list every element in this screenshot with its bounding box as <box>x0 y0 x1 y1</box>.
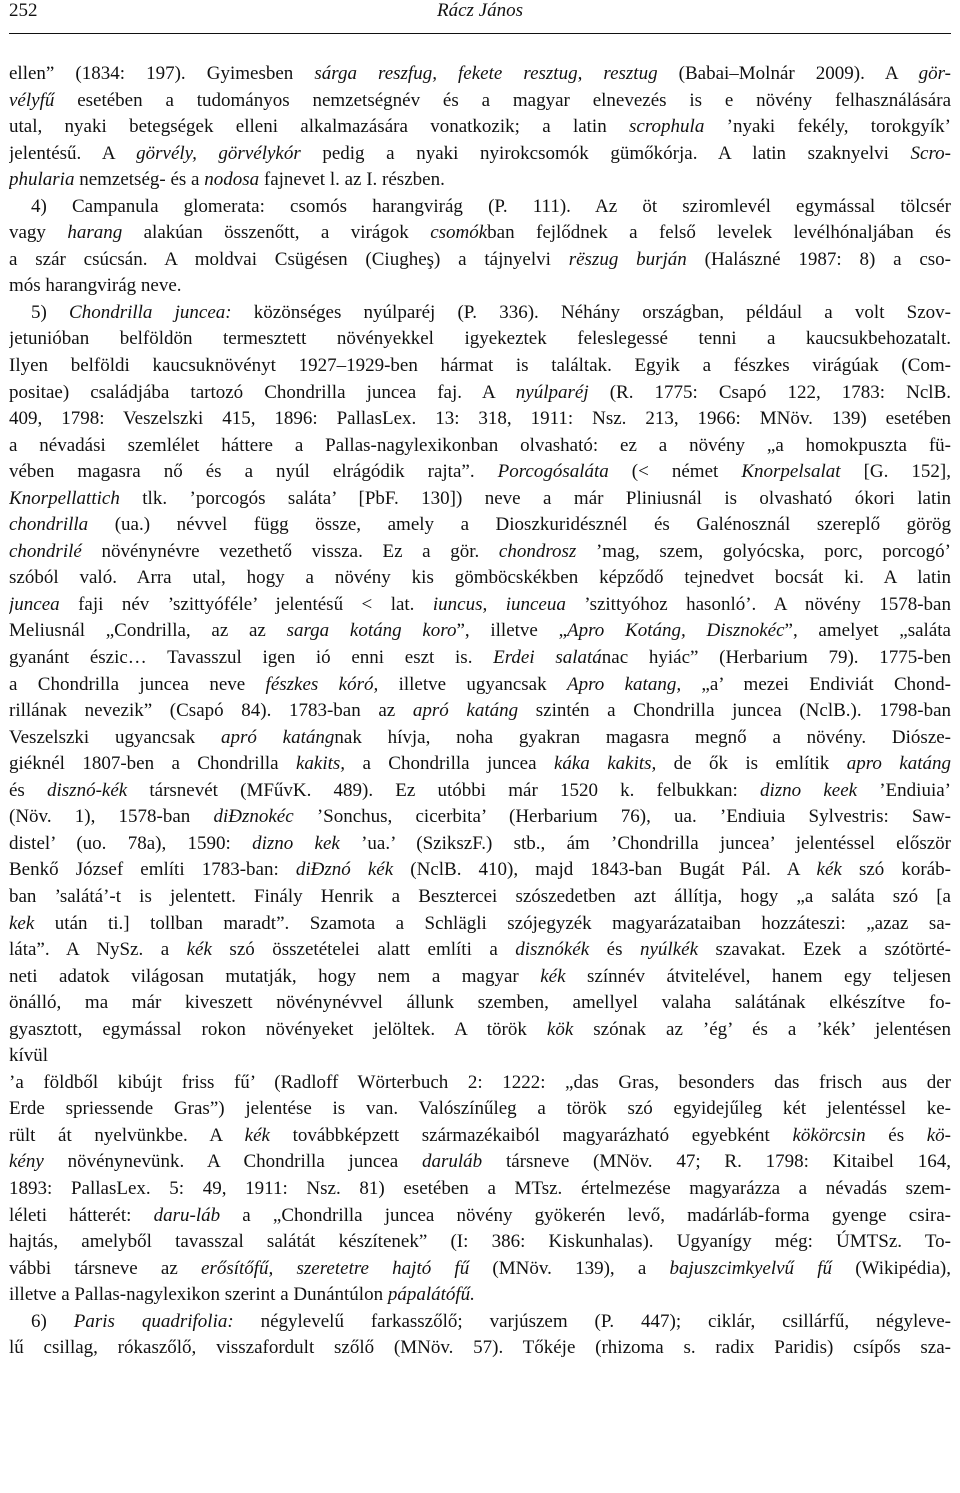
text-run: Meliusnál „Condrilla, az az <box>9 620 287 642</box>
text-run: fajnevet l. az I. részben. <box>259 169 445 191</box>
italic-run: fészkes kóró, <box>265 673 379 695</box>
text-run: ”, illetve „ <box>456 620 567 642</box>
italic-run: chondrosz <box>498 540 577 562</box>
text-run: ’Endiuia’ <box>857 779 951 801</box>
text-line <box>9 1123 951 1150</box>
text-run: ’ua.’ (SzikszF.) stb., ám ’Chondrilla juncea’ jelentéssel először <box>339 832 951 854</box>
italic-run: daru-láb <box>153 1204 221 1226</box>
text-line <box>9 565 951 592</box>
header-rule <box>9 33 951 34</box>
text-run: 409, 1798: Veszelszki 415, 1896: PallasLex. 13: 318, 1911: Nsz. 213, 1966: MNöv. 139) esetében <box>9 408 951 430</box>
text-run: illetve a Pallas-nagylexikon szerint a Dunántúlon <box>9 1284 388 1306</box>
text-line <box>9 406 951 433</box>
text-line <box>9 114 951 141</box>
italic-run: kék <box>540 965 566 987</box>
text-run: tlk. ’porcogós saláta’ [PbF. 130]) neve a már Pliniusnál is olvasható ókori latin <box>119 487 951 509</box>
italic-run: nodosa <box>204 169 260 191</box>
text-run: nac hyiác” (Herbarium 79). 1775-ben <box>601 647 951 669</box>
text-run: positae) családjába tartozó Chondrilla juncea faj. A <box>9 381 516 403</box>
text-run: rült át nyelvünkbe. A <box>9 1124 245 1146</box>
text-run: faji név ’szittyóféle’ jelentésű < lat. <box>59 593 433 615</box>
text-line <box>9 1203 951 1230</box>
text-run: 6) <box>31 1310 74 1332</box>
text-run: Veszelszki ugyancsak <box>9 726 221 748</box>
italic-run: dizno kek <box>252 832 340 854</box>
text-line <box>9 433 951 460</box>
text-run: társneve (MNöv. 47; R. 1798: Kitaibel 164, <box>482 1151 951 1173</box>
italic-run: Scro- <box>910 142 951 164</box>
text-run: 1893: PallasLex. 5: 49, 1911: Nsz. 81) esetében a MTsz. értelmezése magyarázza a névadás szem- <box>9 1177 951 1199</box>
text-line <box>9 725 951 752</box>
italic-run: Knorpelsalat <box>741 461 841 483</box>
text-run: ’Sonchus, cicerbita’ (Herbarium 76), ua. ’Endiuia Sylvestris: Saw- <box>293 806 951 828</box>
text-run: giéknél 1807-ben a Chondrilla <box>9 753 296 775</box>
text-line <box>9 194 951 221</box>
text-run: nak hívja, noha gyakran magasra megnő a növény. Diósze- <box>334 726 951 748</box>
text-run: ’szittyóhoz hasonló’. A növény 1578-ban <box>565 593 951 615</box>
text-line <box>9 831 951 858</box>
text-run: lű csillag, rókaszőlő, visszafordult szőlő (MNöv. 57). Tőkéje (rhizoma s. radix Paridis) csípős sza- <box>9 1337 951 1359</box>
italic-run: disznó-kék <box>47 779 128 801</box>
text-run: ellen” (1834: 197). Gyimesben <box>9 63 315 84</box>
italic-run: rëszug burján <box>568 248 687 270</box>
text-line <box>9 539 951 566</box>
text-line <box>9 167 951 194</box>
text-run: (Növ. 1), 1578-ban <box>9 806 214 828</box>
text-line <box>9 1149 951 1176</box>
text-run: distel’ (uo. 78a), 1590: <box>9 832 253 854</box>
text-run: a „Chondrilla juncea növény gyökerén levő, madárláb-forma gyenge csira- <box>220 1204 951 1226</box>
text-run: ’a földből kibújt friss fű’ (Radloff Wörterbuch 2: 1222: „das Gras, besonders das frisch aus der <box>9 1071 951 1093</box>
italic-run: chondrilla <box>9 514 89 536</box>
text-line <box>9 672 951 699</box>
text-line <box>9 1309 951 1336</box>
text-run: szavakat. Ezek a szótörté- <box>698 939 951 961</box>
text-run: (Halászné 1987: 8) a cso- <box>686 248 951 270</box>
italic-run: Chondrilla juncea: <box>69 301 232 323</box>
text-line <box>9 1096 951 1123</box>
text-run: a Chondrilla juncea neve <box>9 673 266 695</box>
italic-run: apro katáng <box>846 753 951 775</box>
text-run: alakúan összenőtt, a virágok <box>122 222 431 244</box>
text-run: Benkő József említi 1783-ban: <box>9 859 296 881</box>
text-line <box>9 645 951 672</box>
text-run: ’nyaki fekély, torokgyík’ <box>704 116 951 138</box>
text-line <box>9 380 951 407</box>
text-run: Erde spriessende Gras”) jelentése is van. Valószínűleg a török szó egyidejűleg két jelentéssel ke- <box>9 1098 951 1120</box>
text-line <box>9 884 951 911</box>
text-run: Ilyen belföldi kaucsuknövényt 1927–1929-ben hármat is találtak. Egyik a fészkes virágúak (Com- <box>9 355 951 377</box>
text-run: szó összetételei alatt említi a <box>211 939 516 961</box>
italic-run: kök <box>546 1018 574 1040</box>
text-run: 5) <box>31 301 70 323</box>
text-run: ’mag, szem, golyócska, porc, porcogó’ <box>576 540 951 562</box>
text-run: jetunióban belföldön termesztett növényekkel igyekeztek feleslegessé tenni a kaucsukbehozatalt. <box>9 328 951 350</box>
italic-run: nyúlparéj <box>515 381 589 403</box>
text-run: ban fejlődnek a felső levelek levélhónaljában és <box>487 222 951 244</box>
text-line <box>9 698 951 725</box>
text-line <box>9 1256 951 1283</box>
text-line <box>9 1335 951 1362</box>
text-run: (< német <box>608 461 742 483</box>
text-run: kívül <box>9 1045 49 1067</box>
running-author: Rácz János <box>436 0 523 21</box>
text-run: (Wikipédia), <box>832 1257 951 1279</box>
text-run: neti adatok világosan mutatják, hogy nem a magyar <box>9 965 541 987</box>
text-run: gyasztott, egymással rokon növényeket jelöltek. A török <box>9 1018 547 1040</box>
italic-run: kék <box>816 859 842 881</box>
text-run: jelentésű. A <box>9 142 137 164</box>
text-run: társnevét (MFűvK. 489). Ez utóbbi már 1520 k. felbukkan: <box>127 779 760 801</box>
text-run: [G. 152], <box>840 461 951 483</box>
text-run: esetében a tudományos nemzetségnév és a magyar elnevezés is e növény felhasználására <box>54 89 951 111</box>
text-run: de ők is említik <box>656 753 847 775</box>
text-run: mós harangvirág neve. <box>9 275 182 297</box>
text-run: növénynevünk. A Chondrilla juncea <box>43 1151 422 1173</box>
text-run: és <box>865 1124 927 1146</box>
text-line <box>9 990 951 1017</box>
text-line <box>9 1229 951 1256</box>
italic-run: csomók <box>430 222 488 244</box>
text-run: ”, amelyet „saláta <box>784 620 951 642</box>
text-run: közönséges nyúlparéj (P. 336). Néhány országban, például a volt Szov- <box>231 301 951 323</box>
text-line <box>9 778 951 805</box>
text-run: illetve ugyancsak <box>378 673 567 695</box>
text-line <box>9 141 951 168</box>
italic-run: sarga kotáng koro <box>286 620 457 642</box>
text-run: (ua.) névvel függ össze, amely a Dioszkuridésznél és Galénosznál szereplő görög <box>88 514 951 536</box>
text-line <box>9 512 951 539</box>
text-run: (MNöv. 139), a <box>469 1257 670 1279</box>
text-run: a szár csúcsán. A moldvai Csügésen (Ciugheş) a tájnyelvi <box>9 248 569 270</box>
text-run: és <box>589 939 640 961</box>
text-line <box>9 964 951 991</box>
text-line <box>9 1176 951 1203</box>
text-run: és <box>9 779 47 801</box>
text-run: színnév átvitelével, hanem egy teljesen <box>565 965 951 987</box>
text-run: vábbi társneve az <box>9 1257 201 1279</box>
text-run: rillának nevezik” (Csapó 84). 1783-ban az <box>9 700 413 722</box>
text-run: (R. 1775: Csapó 122, 1783: NclB. <box>588 381 951 403</box>
text-line <box>9 1017 951 1044</box>
italic-run: Erdei salatá <box>493 647 602 669</box>
text-run: nemzetség- és a <box>74 169 205 191</box>
text-run: pedig a nyaki nyirokcsomók gümőkórja. A latin szaknyelvi <box>300 142 911 164</box>
text-line <box>9 618 951 645</box>
text-line <box>9 486 951 513</box>
text-line <box>9 804 951 831</box>
italic-run: sárga reszfug, fekete resztug, resztug <box>314 63 658 84</box>
italic-run: kék <box>244 1124 270 1146</box>
text-line <box>9 1282 951 1309</box>
italic-run: chondrilé <box>9 540 82 562</box>
text-run: a névadási szemlélet háttere a Pallas-nagylexikonban olvasható: ez a növény „a homokpuszta fü- <box>9 434 951 456</box>
text-run: szóból való. Arra utal, hogy a növény kis gömböcskékben képződő tejnedvet bocsát ki. A latin <box>9 567 951 589</box>
body-text <box>9 61 951 1362</box>
text-line <box>9 61 951 88</box>
italic-run: Paris quadrifolia: <box>73 1310 234 1332</box>
page-number: 252 <box>9 0 38 21</box>
text-run: léleti hátterét: <box>9 1204 154 1226</box>
text-line <box>9 857 951 884</box>
italic-run: gör- <box>918 63 951 84</box>
running-header <box>0 0 960 36</box>
text-run: szónak az ’ég’ és a ’kék’ jelentésen <box>573 1018 951 1040</box>
italic-run: dizno keek <box>759 779 858 801</box>
italic-run: kakits, <box>295 753 346 775</box>
italic-run: kökörcsin <box>792 1124 866 1146</box>
text-run: négylevelű farkasszőlő; varjúszem (P. 447); ciklár, csillárfű, négyleve- <box>233 1310 951 1332</box>
text-line <box>9 937 951 964</box>
italic-run: juncea <box>9 593 60 615</box>
text-line <box>9 1043 951 1070</box>
text-line <box>9 459 951 486</box>
text-run: szintén a Chondrilla juncea (NclB.). 1798-ban <box>518 700 951 722</box>
text-run: továbbképzett származékaiból magyarázható egyebként <box>269 1124 793 1146</box>
text-run: vagy <box>9 222 68 244</box>
italic-run: phularia <box>9 169 75 191</box>
italic-run: harang <box>67 222 123 244</box>
text-run: 4) Campanula glomerata: csomós harangvirág (P. 111). Az öt sziromlevél egymással tölcsér <box>31 195 951 217</box>
text-run: „a’ mezei Endiviát Chond- <box>681 673 951 695</box>
italic-run: daruláb <box>421 1151 483 1173</box>
text-run: után ti.] tollban maradt”. Szamota a Schlägli szójegyzék magyarázataiban hozzáteszi: „azaz sa- <box>34 912 951 934</box>
italic-run: kény <box>9 1151 44 1173</box>
italic-run: kek <box>9 912 35 934</box>
text-run: vében magasra nő és a nyúl elrágódik rajta”. <box>9 461 498 483</box>
text-run: növénynévre vezethető vissza. Ez a gör. <box>81 540 499 562</box>
text-run: önálló, ma már kiveszett növénynévvel állunk szemben, amellyel valaha salátának elkészítve fo- <box>9 992 951 1014</box>
italic-run: káka kakits, <box>553 753 657 775</box>
italic-run: pápalátófű. <box>387 1284 475 1306</box>
text-run: (NclB. 410), majd 1843-ban Bugát Pál. A <box>393 859 817 881</box>
italic-run: kék <box>186 939 212 961</box>
italic-run: apró katáng <box>220 726 335 748</box>
italic-run: vélyfű <box>9 89 55 111</box>
text-line <box>9 300 951 327</box>
italic-run: iuncus, iunceua <box>432 593 566 615</box>
text-run: a Chondrilla juncea <box>345 753 554 775</box>
italic-run: diĐznokéc <box>213 806 294 828</box>
text-run: utal, nyaki betegségek elleni alkalmazására vonatkozik; a latin <box>9 116 630 138</box>
text-run: (Babai–Molnár 2009). A <box>657 63 919 84</box>
text-line <box>9 353 951 380</box>
italic-run: görvély, görvélykór <box>136 142 301 164</box>
text-line <box>9 220 951 247</box>
text-run: láta”. A NySz. a <box>9 939 187 961</box>
italic-run: disznókék <box>515 939 590 961</box>
italic-run: bajuszcimkyelvű fű <box>669 1257 833 1279</box>
italic-run: Porcogósaláta <box>497 461 609 483</box>
text-line <box>9 1070 951 1097</box>
italic-run: erősítőfű, szeretetre hajtó fű <box>201 1257 470 1279</box>
text-run: gyanánt észic… Tavasszul igen ió enni eszt is. <box>9 647 494 669</box>
text-run: szó koráb- <box>841 859 951 881</box>
text-line <box>9 911 951 938</box>
italic-run: diĐznó kék <box>295 859 394 881</box>
text-line <box>9 247 951 274</box>
text-line <box>9 751 951 778</box>
text-line <box>9 326 951 353</box>
text-run: hajtás, amelyből tavasszal salátát készítenek” (I: 386: Kiskunhalas). Ugyanígy még: ÚMTSz. To- <box>9 1231 951 1253</box>
italic-run: Knorpellattich <box>9 487 120 509</box>
text-line <box>9 88 951 115</box>
italic-run: nyúlkék <box>639 939 698 961</box>
italic-run: kö- <box>926 1124 951 1146</box>
text-run: ban ’salátá’-t is jelentett. Finály Henrik a Besztercei szószedetben azt állítja, hogy „a saláta szó [a <box>9 885 951 907</box>
text-line <box>9 273 951 300</box>
italic-run: apró katáng <box>412 700 519 722</box>
italic-run: Apro Kotáng, Disznokéc <box>567 620 785 642</box>
italic-run: scrophula <box>629 116 705 138</box>
text-line <box>9 592 951 619</box>
italic-run: Apro katang, <box>566 673 682 695</box>
